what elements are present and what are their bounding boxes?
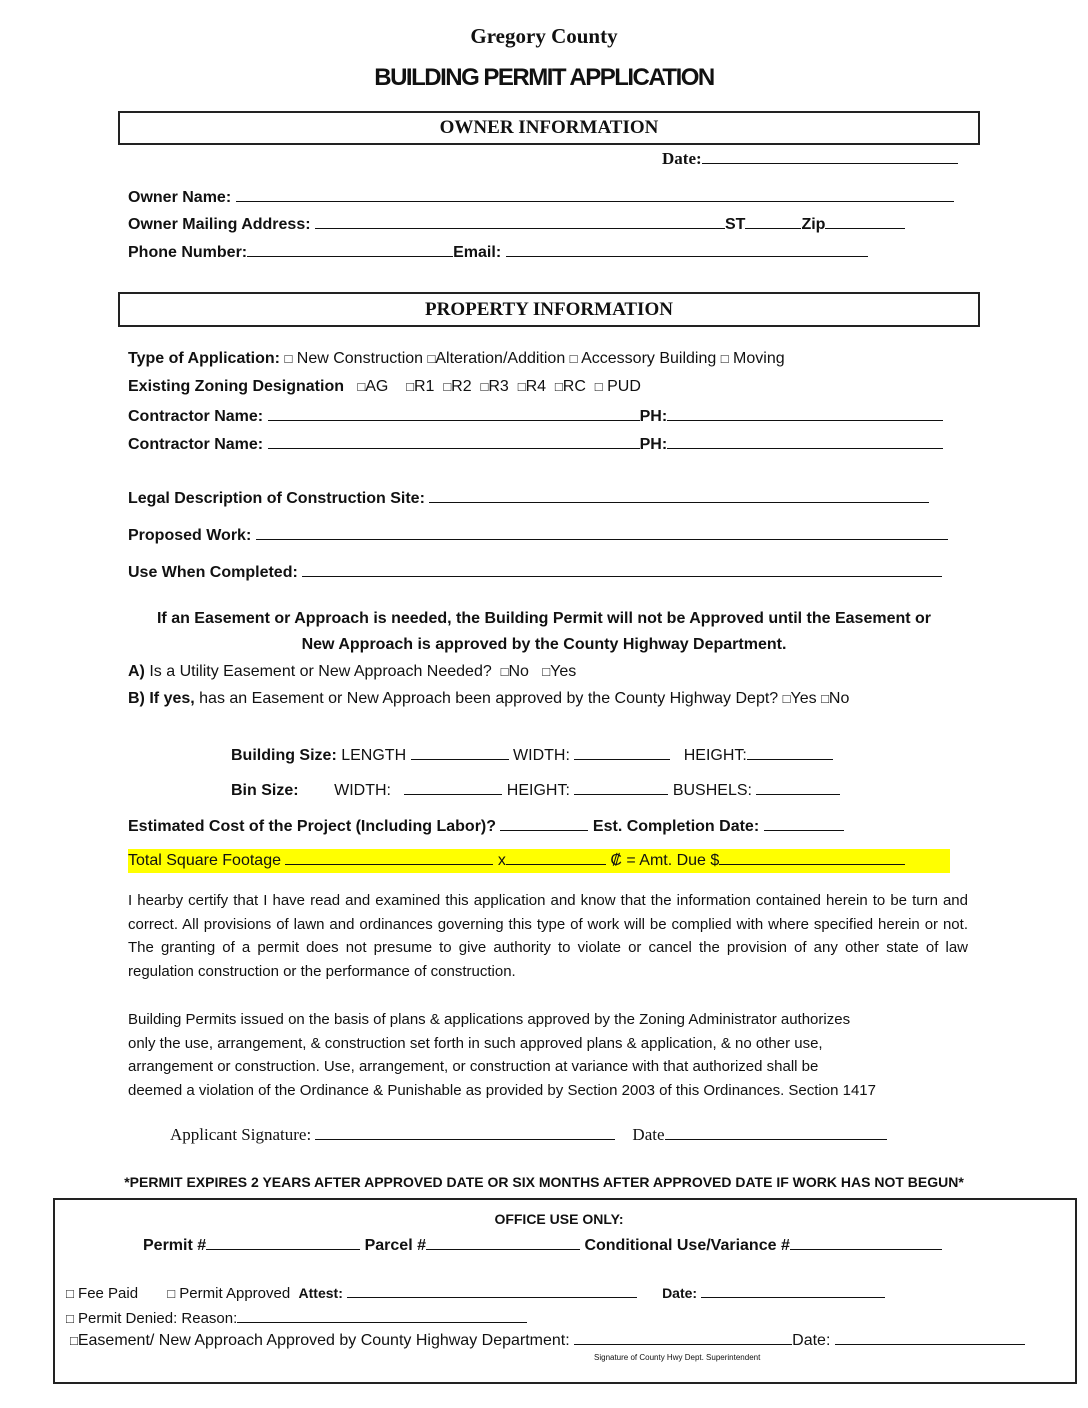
permit-approved-label: Permit Approved <box>179 1285 291 1302</box>
property-info-heading: PROPERTY INFORMATION <box>118 292 980 327</box>
mailing-address-label: Owner Mailing Address: <box>128 216 311 233</box>
checkbox-b-yes[interactable]: □ <box>782 691 791 706</box>
question-b-bold: If yes, <box>149 690 195 707</box>
easement-date-label: Date: <box>792 1332 831 1349</box>
checkbox-b-no[interactable]: □ <box>821 691 829 706</box>
question-b-text: has an Easement or New Approach been approved by the County Highway Dept? <box>199 690 779 707</box>
signature-caption: Signature of County Hwy Dept. Superintendent <box>594 1353 761 1362</box>
option-accessory: Accessory Building <box>581 350 717 367</box>
checkbox-rc[interactable]: □ <box>554 379 563 394</box>
checkbox-permit-approved[interactable]: □ <box>167 1286 176 1301</box>
zoning-r1: R1 <box>413 378 435 395</box>
square-footage-field[interactable] <box>285 850 493 865</box>
contractor-row-1 <box>128 406 943 426</box>
ph-label: PH: <box>639 436 668 453</box>
use-when-completed-field[interactable] <box>302 562 942 577</box>
owner-name-label: Owner Name: <box>128 189 232 206</box>
denial-reason-field[interactable] <box>237 1308 527 1323</box>
contractor-label: Contractor Name: <box>128 408 264 425</box>
checkbox-new-construction[interactable]: □ <box>284 351 293 366</box>
ph-label: PH: <box>639 408 668 425</box>
zip-field[interactable] <box>825 214 905 229</box>
easement-date-field[interactable] <box>835 1330 1025 1345</box>
zoning-ag: AG <box>365 378 389 395</box>
permit-denied-row <box>66 1308 527 1327</box>
date-row <box>662 149 958 169</box>
bin-height-label: HEIGHT: <box>506 782 570 799</box>
superintendent-signature-field[interactable] <box>574 1330 792 1345</box>
bin-height-field[interactable] <box>574 780 668 795</box>
bin-width-field[interactable] <box>404 780 502 795</box>
length-label: LENGTH <box>341 747 407 764</box>
st-field[interactable] <box>745 214 801 229</box>
application-type-label: Type of Application: <box>128 350 280 367</box>
bin-size-row <box>231 780 840 800</box>
county-name: Gregory County <box>470 24 618 48</box>
permit-terms-line: Building Permits issued on the basis of plans & applications approved by the Zoning Administrator authorizes <box>128 1011 851 1028</box>
legal-description-field[interactable] <box>429 488 929 503</box>
question-a <box>128 663 576 681</box>
zoning-r2: R2 <box>451 378 472 395</box>
date-label: Date: <box>662 149 702 168</box>
use-when-completed-row <box>128 562 942 582</box>
variance-number-label: Conditional Use/Variance # <box>584 1237 790 1254</box>
zip-label: Zip <box>801 216 826 233</box>
permit-terms-line: only the use, arrangement, & construction set forth in such approved plans & application, & no other use, <box>128 1034 823 1052</box>
use-when-completed-label: Use When Completed: <box>128 564 298 581</box>
zoning-r4: R4 <box>525 378 547 395</box>
proposed-work-row <box>128 525 948 545</box>
office-use-heading: OFFICE USE ONLY: <box>494 1211 624 1227</box>
question-a-prefix: A) <box>128 663 145 680</box>
checkbox-moving[interactable]: □ <box>720 351 729 366</box>
office-numbers-row <box>143 1235 942 1255</box>
checkbox-r4[interactable]: □ <box>517 379 526 394</box>
contractor-phone-field-1[interactable] <box>667 406 943 421</box>
width-label: WIDTH: <box>513 747 570 764</box>
contractor-label: Contractor Name: <box>128 436 264 453</box>
checkbox-r3[interactable]: □ <box>480 379 489 394</box>
signature-row <box>170 1125 887 1145</box>
completion-date-field[interactable] <box>764 816 844 831</box>
option-a-no: No <box>508 663 529 680</box>
email-label: Email: <box>453 244 502 261</box>
checkbox-alteration[interactable]: □ <box>427 351 436 366</box>
height-label: HEIGHT: <box>683 747 747 764</box>
permit-terms-line: deemed a violation of the Ordinance & Punishable as provided by Section 2003 of this Ordinances. Section 1417 <box>128 1081 876 1099</box>
estimated-cost-label: Estimated Cost of the Project (Including Labor)? <box>128 818 497 835</box>
checkbox-easement-approved[interactable]: □ <box>70 1333 78 1348</box>
permit-terms-line: arrangement or construction. Use, arrangement, or construction at variance with that authorized shall be <box>128 1058 819 1075</box>
bin-size-label: Bin Size: <box>231 782 299 799</box>
date-field[interactable] <box>702 149 958 164</box>
mailing-address-field[interactable] <box>315 214 725 229</box>
building-height-field[interactable] <box>747 745 833 760</box>
attest-date-field[interactable] <box>701 1283 885 1298</box>
proposed-work-label: Proposed Work: <box>128 527 252 544</box>
checkbox-ag[interactable]: □ <box>357 379 366 394</box>
checkbox-r2[interactable]: □ <box>443 379 452 394</box>
building-size-label: Building Size: <box>231 747 337 764</box>
checkbox-r1[interactable]: □ <box>406 379 414 394</box>
owner-name-field[interactable] <box>236 187 954 202</box>
parcel-number-label: Parcel # <box>364 1237 426 1254</box>
variance-number-field[interactable] <box>790 1235 942 1250</box>
amount-due-label: ₡ = Amt. Due $ <box>610 852 720 869</box>
mailing-address-row <box>128 214 905 234</box>
easement-approved-row <box>70 1330 1025 1350</box>
option-moving: Moving <box>733 350 785 367</box>
option-b-no: No <box>828 690 850 707</box>
option-b-yes: Yes <box>790 690 817 707</box>
option-a-yes: Yes <box>550 663 577 680</box>
question-b-prefix: B) <box>128 690 145 707</box>
expiry-notice: *PERMIT EXPIRES 2 YEARS AFTER APPROVED DATE OR SIX MONTHS AFTER APPROVED DATE IF WORK HAS NOT BEGUN* <box>124 1174 964 1190</box>
form-title: BUILDING PERMIT APPLICATION <box>374 64 714 91</box>
phone-email-row <box>128 242 868 262</box>
contractor-name-field-2[interactable] <box>268 434 640 449</box>
checkbox-accessory[interactable]: □ <box>569 351 578 366</box>
applicant-signature-field[interactable] <box>315 1125 615 1140</box>
phone-label: Phone Number: <box>128 244 248 261</box>
rate-field[interactable] <box>506 850 606 865</box>
easement-notice-line-2: New Approach is approved by the County Highway Department. <box>301 636 787 653</box>
attest-field[interactable] <box>347 1283 637 1298</box>
email-field[interactable] <box>506 242 868 257</box>
bushels-label: BUSHELS: <box>672 782 752 799</box>
zoning-row <box>128 378 641 396</box>
zoning-pud: PUD <box>607 378 641 395</box>
legal-description-row <box>128 488 929 508</box>
attest-date-label: Date: <box>662 1285 698 1301</box>
application-type-row <box>128 350 785 368</box>
permit-denied-label: Permit Denied: Reason: <box>78 1310 238 1327</box>
cost-row <box>128 816 844 836</box>
attest-label: Attest: <box>298 1285 343 1301</box>
completion-date-label: Est. Completion Date: <box>592 818 760 835</box>
square-footage-label: Total Square Footage <box>128 852 281 869</box>
checkbox-fee-paid[interactable]: □ <box>66 1286 74 1301</box>
certification-paragraph: I hearby certify that I have read and examined this application and know that the information contained herein to be turn and correct. All provisions of lawn and ordinances governing this type of work will be complied with where specified herein or not. The granting of a permit does not presume to give authority to violate or cancel the provision of any other state of law regulation construction or the performance of construction. <box>128 892 968 980</box>
signature-date-label: Date <box>632 1125 665 1144</box>
option-alteration: Alteration/Addition <box>435 350 566 367</box>
permit-number-label: Permit # <box>143 1237 207 1254</box>
estimated-cost-field[interactable] <box>500 816 588 831</box>
proposed-work-field[interactable] <box>256 525 948 540</box>
checkbox-pud[interactable]: □ <box>594 379 603 394</box>
parcel-number-field[interactable] <box>426 1235 580 1250</box>
contractor-row-2 <box>128 434 943 454</box>
st-label: ST <box>725 216 746 233</box>
option-new-construction: New Construction <box>296 350 424 367</box>
building-size-row <box>231 745 833 765</box>
owner-info-heading: OWNER INFORMATION <box>118 111 980 145</box>
contractor-name-field-1[interactable] <box>268 406 640 421</box>
contractor-phone-field-2[interactable] <box>667 434 943 449</box>
checkbox-a-yes[interactable]: □ <box>542 664 551 679</box>
owner-name-row <box>128 187 954 207</box>
easement-approved-label: Easement/ New Approach Approved by County Highway Department: <box>77 1332 570 1349</box>
amount-due-field[interactable] <box>719 850 905 865</box>
permit-number-field[interactable] <box>206 1235 360 1250</box>
square-footage-row <box>128 849 950 873</box>
question-b <box>128 690 849 708</box>
question-a-text: Is a Utility Easement or New Approach Needed? <box>149 663 492 680</box>
checkbox-a-no[interactable]: □ <box>500 664 509 679</box>
building-width-field[interactable] <box>574 745 670 760</box>
times-sign: x <box>497 852 506 869</box>
phone-field[interactable] <box>247 242 453 257</box>
building-length-field[interactable] <box>411 745 509 760</box>
signature-date-field[interactable] <box>665 1125 887 1140</box>
permit-terms-paragraph <box>128 1008 876 1102</box>
checkbox-permit-denied[interactable]: □ <box>66 1311 74 1326</box>
applicant-signature-label: Applicant Signature: <box>170 1125 312 1144</box>
zoning-rc: RC <box>562 378 586 395</box>
legal-description-label: Legal Description of Construction Site: <box>128 490 425 507</box>
zoning-r3: R3 <box>488 378 509 395</box>
easement-notice-line-1: If an Easement or Approach is needed, the Building Permit will not be Approved until the Easement or <box>156 610 932 627</box>
office-approval-row <box>66 1283 885 1302</box>
fee-paid-label: Fee Paid <box>78 1285 139 1302</box>
bin-width-label: WIDTH: <box>334 782 391 799</box>
zoning-label: Existing Zoning Designation <box>128 378 344 395</box>
bushels-field[interactable] <box>756 780 840 795</box>
